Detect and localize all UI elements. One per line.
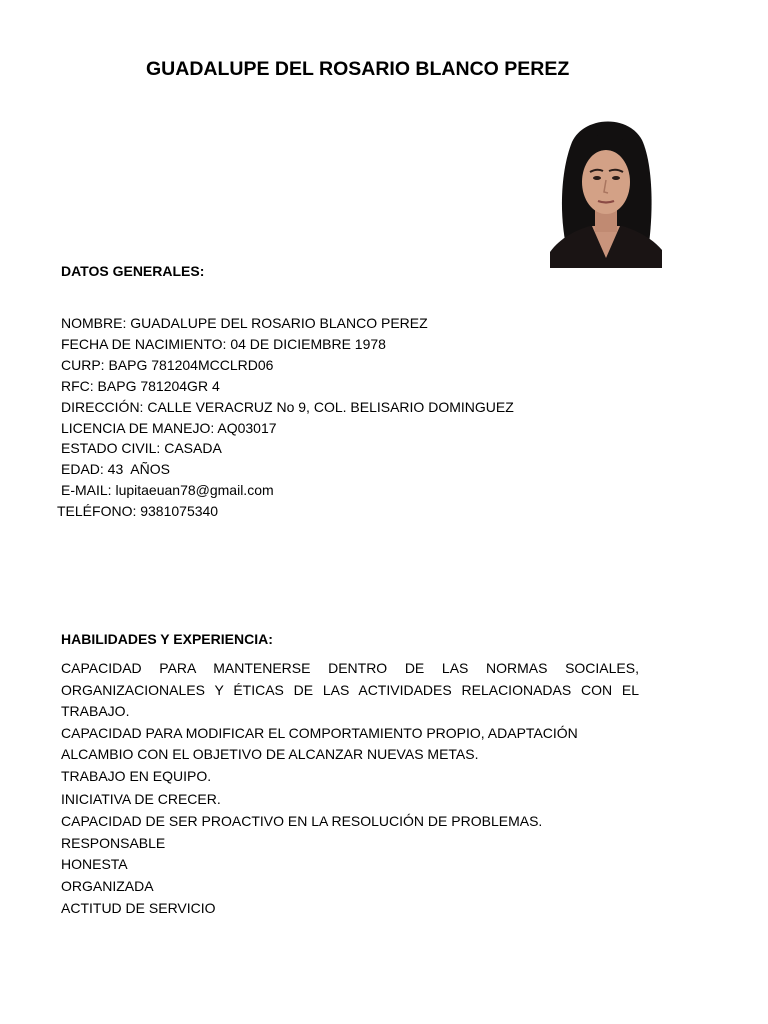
general-data-list	[57, 313, 514, 522]
skill-item: CAPACIDAD PARA MANTENERSE DENTRO DE LAS NORMAS SOCIALES, ORGANIZACIONALES Y ÉTICAS DE LAS ACTIVIDADES RELACIONADAS CON EL TRABAJO.	[61, 660, 639, 720]
skill-item: RESPONSABLE	[61, 834, 166, 851]
document-title: GUADALUPE DEL ROSARIO BLANCO PEREZ	[146, 58, 570, 80]
field-name: NOMBRE: GUADALUPE DEL ROSARIO BLANCO PEREZ	[61, 315, 428, 331]
skill-item: TRABAJO EN EQUIPO.	[61, 767, 212, 784]
skills-heading: HABILIDADES Y EXPERIENCIA:	[61, 631, 273, 647]
skills-list	[61, 658, 639, 919]
skill-item: CAPACIDAD DE SER PROACTIVO EN LA RESOLUCIÓN DE PROBLEMAS.	[61, 813, 543, 830]
field-address: DIRECCIÓN: CALLE VERACRUZ No 9, COL. BELISARIO DOMINGUEZ	[61, 398, 514, 415]
field-email: E-MAIL: lupitaeuan78@gmail.com	[61, 482, 274, 499]
skill-item: HONESTA	[61, 856, 128, 873]
skill-item: CAPACIDAD PARA MODIFICAR EL COMPORTAMIENTO PROPIO, ADAPTACIÓN ALCAMBIO CON EL OBJETIVO DE ALCANZAR NUEVAS METAS.	[61, 724, 578, 763]
field-curp: CURP: BAPG 781204MCCLRD06	[61, 356, 274, 373]
general-data-heading: DATOS GENERALES:	[61, 263, 205, 279]
skill-item: ORGANIZADA	[61, 877, 154, 894]
skill-item: ACTITUD DE SERVICIO	[61, 899, 216, 916]
skill-item: INICIATIVA DE CRECER.	[61, 790, 221, 807]
field-marital-status: ESTADO CIVIL: CASADA	[61, 440, 222, 457]
field-birth-date: FECHA DE NACIMIENTO: 04 DE DICIEMBRE 1978	[61, 335, 386, 352]
field-phone: TELÉFONO: 9381075340	[57, 503, 219, 520]
field-drivers-license: LICENCIA DE MANEJO: AQ03017	[61, 419, 277, 436]
portrait-photo	[550, 112, 662, 268]
field-rfc: RFC: BAPG 781204GR 4	[61, 377, 220, 394]
field-age: EDAD: 43 AÑOS	[61, 461, 170, 478]
